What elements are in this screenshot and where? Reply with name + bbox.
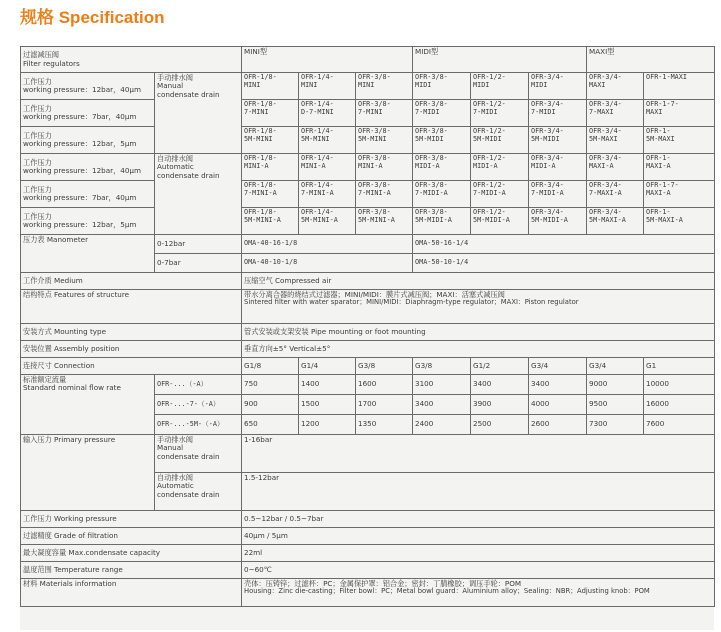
filter-regulators-label: 过滤减压阀 Filter regulators bbox=[21, 47, 242, 73]
model-cell: OFR-1- 5M-MAXI bbox=[644, 127, 715, 154]
flow-rate-value: 1400 bbox=[299, 375, 356, 395]
primary-pressure-manual: 1-16bar bbox=[242, 435, 715, 473]
flow-rate-value: 9500 bbox=[587, 395, 644, 415]
flow-rate-value: 4000 bbox=[529, 395, 587, 415]
filtration-label: 过滤精度 Grade of filtration bbox=[21, 528, 242, 545]
flow-rate-value: 1350 bbox=[356, 415, 413, 435]
model-cell: OFR-1-7- MAXI bbox=[644, 100, 715, 127]
model-cell: OFR-1/2- MIDI-A bbox=[471, 154, 529, 181]
working-pressure-label: 工作压力 working pressure：12bar，40μm bbox=[21, 154, 155, 181]
temperature-value: 0~60℃ bbox=[242, 562, 715, 579]
group-midi-header: MIDI型 bbox=[413, 47, 587, 73]
model-cell: OFR-1/4- MINI bbox=[299, 73, 356, 100]
manometer-mini: OMA-40-10-1/8 bbox=[242, 254, 413, 273]
temperature-row bbox=[21, 562, 715, 579]
flow-rate-value: 3100 bbox=[413, 375, 471, 395]
medium-row bbox=[21, 273, 715, 290]
connection-value: G1/4 bbox=[299, 358, 356, 375]
model-cell: OFR-3/8- 5M-MIDI-A bbox=[413, 208, 471, 235]
assembly-position-label: 安装位置 Assembly position bbox=[21, 341, 242, 358]
model-cell: OFR-3/4- 7-MIDI bbox=[529, 100, 587, 127]
model-cell: OFR-1/2- 7-MIDI bbox=[471, 100, 529, 127]
flow-rate-value: 7300 bbox=[587, 415, 644, 435]
working-pressure-value: 0.5~12bar / 0.5~7bar bbox=[242, 511, 715, 528]
manometer-row bbox=[21, 235, 715, 254]
filter-regulators-header-row bbox=[21, 47, 715, 73]
mounting-type-row bbox=[21, 324, 715, 341]
model-cell: OFR-3/4- 5M-MAXI bbox=[587, 127, 644, 154]
model-cell: OFR-1/8- 5M-MINI bbox=[242, 127, 299, 154]
group-mini-header: MINI型 bbox=[242, 47, 413, 73]
model-cell: OFR-1/8- MINI-A bbox=[242, 154, 299, 181]
model-cell: OFR-1/4- D-7-MINI bbox=[299, 100, 356, 127]
features-value: 带水分离合器的烧结式过滤器；MINI/MIDI：膜片式减压阀；MAXI：活塞式减压阀 Sintered filter with water sparator；MINI/MIDI：Diaphragm-type regulator；MAXI：Piston regulator bbox=[242, 290, 715, 324]
model-cell: OFR-1/8- 5M-MINI-A bbox=[242, 208, 299, 235]
primary-pressure-label: 输入压力 Primary pressure bbox=[21, 435, 155, 511]
mounting-type-label: 安装方式 Mounting type bbox=[21, 324, 242, 341]
connection-value: G1/2 bbox=[471, 358, 529, 375]
flow-rate-value: 2400 bbox=[413, 415, 471, 435]
model-cell: OFR-3/8- 7-MINI-A bbox=[356, 181, 413, 208]
connection-value: G1 bbox=[644, 358, 715, 375]
flow-rate-value: 16000 bbox=[644, 395, 715, 415]
model-row bbox=[21, 208, 715, 235]
flow-rate-value: 7600 bbox=[644, 415, 715, 435]
flow-rate-model: OFR-...-5M-（-A） bbox=[155, 415, 242, 435]
materials-label: 材料 Materials information bbox=[21, 579, 242, 607]
model-row bbox=[21, 154, 715, 181]
assembly-position-row bbox=[21, 341, 715, 358]
filtration-row bbox=[21, 528, 715, 545]
flow-rate-row bbox=[21, 375, 715, 395]
flow-rate-value: 1200 bbox=[299, 415, 356, 435]
connection-value: G3/4 bbox=[587, 358, 644, 375]
model-cell: OFR-1/2- MIDI bbox=[471, 73, 529, 100]
model-cell: OFR-1/2- 7-MIDI-A bbox=[471, 181, 529, 208]
model-cell: OFR-3/8- MINI-A bbox=[356, 154, 413, 181]
model-cell: OFR-1/8- 7-MINI bbox=[242, 100, 299, 127]
assembly-position-value: 垂直方向±5° Vertical±5° bbox=[242, 341, 715, 358]
working-pressure-label: 工作压力 Working pressure bbox=[21, 511, 242, 528]
primary-pressure-row bbox=[21, 435, 715, 473]
flow-rate-value: 3900 bbox=[471, 395, 529, 415]
manometer-mini: OMA-40-16-1/8 bbox=[242, 235, 413, 254]
drain-manual-label: 手动排水阀 Manual condensate drain bbox=[155, 73, 242, 154]
group-maxi-header: MAXI型 bbox=[587, 47, 715, 73]
manometer-label: 压力表 Manometer bbox=[21, 235, 155, 273]
connection-value: G1/8 bbox=[242, 358, 299, 375]
spec-table bbox=[20, 46, 715, 607]
connection-row bbox=[21, 358, 715, 375]
working-pressure-row bbox=[21, 511, 715, 528]
working-pressure-label: 工作压力 working pressure：7bar，40μm bbox=[21, 181, 155, 208]
model-cell: OFR-3/8- 5M-MINI-A bbox=[356, 208, 413, 235]
primary-pressure-auto: 1.5-12bar bbox=[242, 473, 715, 511]
flow-rate-value: 900 bbox=[242, 395, 299, 415]
model-cell: OFR-1/4- MINI-A bbox=[299, 154, 356, 181]
flow-rate-value: 1700 bbox=[356, 395, 413, 415]
working-pressure-label: 工作压力 working pressure：12bar，5μm bbox=[21, 208, 155, 235]
model-row bbox=[21, 100, 715, 127]
model-cell: OFR-3/4- MAXI-A bbox=[587, 154, 644, 181]
manometer-range: 0-7bar bbox=[155, 254, 242, 273]
model-cell: OFR-3/4- 5M-MAXI-A bbox=[587, 208, 644, 235]
flow-rate-value: 2500 bbox=[471, 415, 529, 435]
model-cell: OFR-3/4- 7-MAXI bbox=[587, 100, 644, 127]
flow-rate-value: 2600 bbox=[529, 415, 587, 435]
model-cell: OFR-3/8- 5M-MIDI bbox=[413, 127, 471, 154]
working-pressure-label: 工作压力 working pressure：7bar，40μm bbox=[21, 100, 155, 127]
model-cell: OFR-3/4- 7-MIDI-A bbox=[529, 181, 587, 208]
model-cell: OFR-3/4- MIDI-A bbox=[529, 154, 587, 181]
temperature-label: 温度范围 Temperature range bbox=[21, 562, 242, 579]
flow-rate-model: OFR-...-7-（-A） bbox=[155, 395, 242, 415]
connection-value: G3/4 bbox=[529, 358, 587, 375]
model-cell: OFR-1/8- MINI bbox=[242, 73, 299, 100]
flow-rate-value: 750 bbox=[242, 375, 299, 395]
model-row bbox=[21, 73, 715, 100]
features-row bbox=[21, 290, 715, 324]
manometer-midi: OMA-50-10-1/4 bbox=[413, 254, 715, 273]
filtration-value: 40μm / 5μm bbox=[242, 528, 715, 545]
model-cell: OFR-1/4- 5M-MINI bbox=[299, 127, 356, 154]
flow-rate-label: 标准额定流量 Standard nominal flow rate bbox=[21, 375, 155, 435]
flow-rate-value: 3400 bbox=[529, 375, 587, 395]
flow-rate-value: 3400 bbox=[413, 395, 471, 415]
model-cell: OFR-1- 5M-MAXI-A bbox=[644, 208, 715, 235]
model-cell: OFR-1/4- 5M-MINI-A bbox=[299, 208, 356, 235]
manometer-range: 0-12bar bbox=[155, 235, 242, 254]
model-cell: OFR-3/8- 5M-MINI bbox=[356, 127, 413, 154]
model-row bbox=[21, 181, 715, 208]
condensate-label: 最大凝度容量 Max.condensate capacity bbox=[21, 545, 242, 562]
flow-rate-value: 650 bbox=[242, 415, 299, 435]
medium-label: 工作介质 Medium bbox=[21, 273, 242, 290]
model-cell: OFR-1/2- 5M-MIDI bbox=[471, 127, 529, 154]
materials-row bbox=[21, 579, 715, 607]
flow-rate-value: 10000 bbox=[644, 375, 715, 395]
model-row bbox=[21, 127, 715, 154]
model-cell: OFR-1-7- MAXI-A bbox=[644, 181, 715, 208]
model-cell: OFR-3/8- MINI bbox=[356, 73, 413, 100]
model-cell: OFR-1/2- 5M-MIDI-A bbox=[471, 208, 529, 235]
mounting-type-value: 管式安装或支架安装 Pipe mounting or foot mounting bbox=[242, 324, 715, 341]
flow-rate-value: 3400 bbox=[471, 375, 529, 395]
page-title: 规格 Specification bbox=[20, 8, 165, 27]
flow-rate-model: OFR-...（-A） bbox=[155, 375, 242, 395]
flow-rate-value: 1600 bbox=[356, 375, 413, 395]
flow-rate-value: 1500 bbox=[299, 395, 356, 415]
model-cell: OFR-1/4- 7-MINI-A bbox=[299, 181, 356, 208]
model-cell: OFR-3/4- MAXI bbox=[587, 73, 644, 100]
model-cell: OFR-1-MAXI bbox=[644, 73, 715, 100]
connection-value: G3/8 bbox=[413, 358, 471, 375]
model-cell: OFR-3/8- MIDI-A bbox=[413, 154, 471, 181]
condensate-value: 22ml bbox=[242, 545, 715, 562]
working-pressure-label: 工作压力 working pressure：12bar，5μm bbox=[21, 127, 155, 154]
connection-value: G3/8 bbox=[356, 358, 413, 375]
model-cell: OFR-3/4- 7-MAXI-A bbox=[587, 181, 644, 208]
connection-label: 连接尺寸 Connection bbox=[21, 358, 242, 375]
drain-auto-label: 自动排水阀 Automatic condensate drain bbox=[155, 154, 242, 235]
model-cell: OFR-3/4- 5M-MIDI-A bbox=[529, 208, 587, 235]
materials-value: 壳体：压铸锌；过滤杯：PC；金属保护罩：铝合金；密封：丁腈橡胶；调压手轮：POM Housing：Zinc die-casting；Filter bowl：PC；Metal bowl guard：Aluminium alloy；Sealing：NBR；Adjusting knob：POM bbox=[242, 579, 715, 607]
model-cell: OFR-3/8- MIDI bbox=[413, 73, 471, 100]
model-cell: OFR-1/8- 7-MINI-A bbox=[242, 181, 299, 208]
model-cell: OFR-3/8- 7-MIDI bbox=[413, 100, 471, 127]
condensate-row bbox=[21, 545, 715, 562]
model-cell: OFR-3/8- 7-MINI bbox=[356, 100, 413, 127]
model-cell: OFR-1- MAXI-A bbox=[644, 154, 715, 181]
features-label: 结构特点 Features of structure bbox=[21, 290, 242, 324]
model-cell: OFR-3/8- 7-MIDI-A bbox=[413, 181, 471, 208]
drain-manual-label: 手动排水阀 Manual condensate drain bbox=[155, 435, 242, 473]
flow-rate-value: 9000 bbox=[587, 375, 644, 395]
drain-auto-label: 自动排水阀 Automatic condensate drain bbox=[155, 473, 242, 511]
medium-value: 压缩空气 Compressed air bbox=[242, 273, 715, 290]
working-pressure-label: 工作压力 working pressure：12bar，40μm bbox=[21, 73, 155, 100]
manometer-midi: OMA-50-16-1/4 bbox=[413, 235, 715, 254]
spec-sheet bbox=[20, 46, 714, 630]
model-cell: OFR-3/4- MIDI bbox=[529, 73, 587, 100]
model-cell: OFR-3/4- 5M-MIDI bbox=[529, 127, 587, 154]
